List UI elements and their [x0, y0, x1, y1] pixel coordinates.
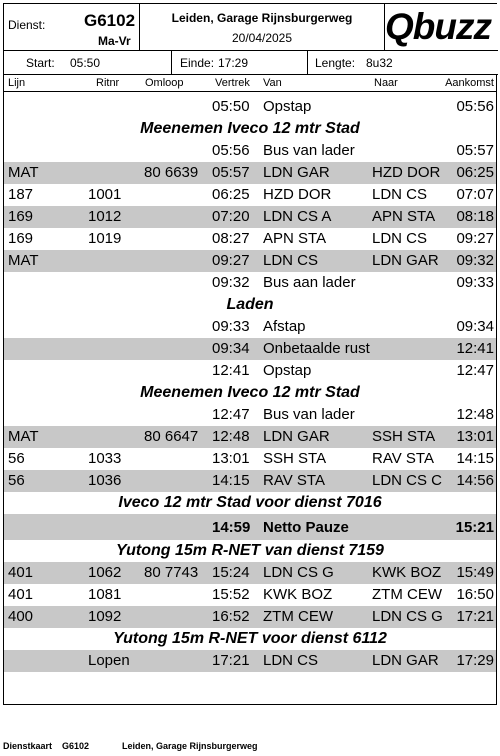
dienst-label: Dienst: [8, 18, 46, 32]
cell-naar: LDN CS [372, 186, 428, 203]
dienst-box [3, 3, 140, 51]
table-row [4, 650, 496, 672]
cell-vertrek: 17:21 [212, 652, 250, 669]
table-row [4, 228, 496, 250]
cell-van: SSH STA [263, 450, 327, 467]
length-label: Lengte: [315, 56, 356, 70]
cell-lijn: MAT [8, 428, 39, 445]
cell-lijn: 401 [8, 586, 34, 603]
table-row [4, 206, 496, 228]
cell-vertrek: 13:01 [212, 450, 250, 467]
table-row [4, 584, 496, 606]
column-headers [4, 74, 496, 92]
cell-ritnr: 1081 [88, 586, 122, 603]
table-row [4, 606, 496, 628]
cell-aankomst: 12:48 [456, 406, 494, 423]
cell-van: LDN GAR [263, 428, 330, 445]
cell-naar: RAV STA [372, 450, 434, 467]
length-value: 8u32 [366, 56, 393, 70]
cell-aankomst: 05:56 [456, 98, 494, 115]
table-row [4, 140, 496, 162]
cell-van: RAV STA [263, 472, 325, 489]
cell-ritnr: 1001 [88, 186, 122, 203]
cell-vertrek: 12:47 [212, 406, 250, 423]
garage-name: Leiden, Garage Rijnsburgerweg [171, 11, 353, 25]
cell-vertrek: 09:27 [212, 252, 250, 269]
dienst-number: G6102 [84, 11, 136, 30]
end-time: 17:29 [218, 56, 249, 70]
section-title-row [4, 294, 496, 316]
start-label: Start: [26, 56, 55, 70]
cell-vertrek: 06:25 [212, 186, 250, 203]
garage-date-box [139, 3, 385, 51]
cell-van: ZTM CEW [263, 608, 333, 625]
cell-aankomst: 12:47 [456, 362, 494, 379]
cell-van: APN STA [263, 230, 327, 247]
col-vertrek: Vertrek [215, 77, 250, 89]
cell-lijn: MAT [8, 252, 39, 269]
cell-vertrek: 12:48 [212, 428, 250, 445]
cell-omloop: 80 6639 [144, 164, 199, 181]
cell-vertrek: 07:20 [212, 208, 250, 225]
cell-ritnr: Lopen [88, 652, 130, 669]
footer-garage: Leiden, Garage Rijnsburgerweg [122, 741, 258, 751]
cell-aankomst: 15:49 [456, 564, 494, 581]
cell-van: Onbetaalde rust [263, 340, 370, 357]
table-row [4, 250, 496, 272]
cell-vertrek: 15:24 [212, 564, 250, 581]
cell-ritnr: 1062 [88, 564, 122, 581]
cell-van: KWK BOZ [263, 586, 333, 603]
cell-van: Opstap [263, 362, 312, 379]
cell-aankomst: 13:01 [456, 428, 494, 445]
col-naar: Naar [374, 77, 398, 89]
table-row [4, 162, 496, 184]
section-title: Yutong 15m R-NET voor dienst 6112 [113, 630, 387, 647]
qbuzz-logo: Qbuzz [385, 6, 491, 47]
footer-label: Dienstkaart [3, 741, 53, 751]
logo-box [384, 3, 497, 51]
cell-ritnr: 1012 [88, 208, 122, 225]
cell-lijn: 56 [8, 450, 25, 467]
cell-vertrek: 09:32 [212, 274, 250, 291]
cell-omloop: 80 6647 [144, 428, 199, 445]
cell-lijn: 169 [8, 208, 34, 225]
cell-naar: HZD DOR [372, 164, 441, 181]
cell-naar: SSH STA [372, 428, 436, 445]
cell-vertrek: 05:50 [212, 98, 250, 115]
cell-van: Bus van lader [263, 142, 355, 159]
cell-naar: LDN GAR [372, 252, 439, 269]
cell-vertrek: 05:56 [212, 142, 250, 159]
section-title-row [4, 628, 496, 650]
table-row [4, 360, 496, 382]
section-title-row [4, 382, 496, 404]
cell-ritnr: 1033 [88, 450, 122, 467]
cell-aankomst: 16:50 [456, 586, 494, 603]
footer-number: G6102 [62, 741, 90, 751]
cell-naar: LDN CS C [372, 472, 443, 489]
cell-vertrek: 09:34 [212, 340, 250, 357]
cell-aankomst: 09:34 [456, 318, 494, 335]
cell-aankomst: 06:25 [456, 164, 494, 181]
col-ritnr: Ritnr [96, 77, 120, 89]
schedule-rows [4, 96, 496, 672]
cell-aankomst: 05:57 [456, 142, 494, 159]
cell-lijn: 56 [8, 472, 25, 489]
table-row [4, 184, 496, 206]
cell-van: LDN CS [263, 252, 319, 269]
cell-naar: LDN GAR [372, 652, 439, 669]
cell-aankomst: 12:41 [456, 340, 494, 357]
duty-card [3, 3, 497, 705]
cell-van: Bus aan lader [263, 274, 356, 291]
end-label: Einde: [180, 56, 215, 70]
cell-lijn: 169 [8, 230, 34, 247]
table-row [4, 448, 496, 470]
cell-vertrek: 12:41 [212, 362, 250, 379]
cell-lijn: 187 [8, 186, 34, 203]
table-row [4, 338, 496, 360]
cell-lijn: MAT [8, 164, 39, 181]
cell-van: LDN CS G [263, 564, 334, 581]
cell-van: LDN CS [263, 652, 319, 669]
divider [171, 51, 172, 74]
table-row [4, 316, 496, 338]
col-aankomst: Aankomst [445, 77, 494, 89]
cell-vertrek: 16:52 [212, 608, 250, 625]
table-row [4, 426, 496, 448]
table-row [4, 470, 496, 492]
cell-aankomst: 15:21 [455, 519, 494, 536]
section-title: Meenemen Iveco 12 mtr Stad [140, 384, 360, 401]
start-time: 05:50 [70, 56, 101, 70]
section-title: Yutong 15m R-NET van dienst 7159 [116, 542, 384, 559]
cell-aankomst: 14:56 [456, 472, 494, 489]
service-date: 20/04/2025 [231, 31, 293, 45]
pause-row [4, 514, 496, 540]
cell-lijn: 400 [8, 608, 34, 625]
cell-van: Opstap [263, 98, 312, 115]
cell-vertrek: 08:27 [212, 230, 250, 247]
cell-van: LDN GAR [263, 164, 330, 181]
cell-omloop: 80 7743 [144, 564, 199, 581]
section-title-row [4, 492, 496, 514]
card-header [4, 4, 496, 76]
cell-van: Afstap [263, 318, 306, 335]
dienst-days: Ma-Vr [98, 34, 131, 48]
cell-aankomst: 09:33 [456, 274, 494, 291]
cell-ritnr: 1036 [88, 472, 122, 489]
cell-vertrek: 14:59 [212, 519, 251, 536]
col-lijn: Lijn [8, 77, 26, 89]
cell-aankomst: 07:07 [456, 186, 494, 203]
cell-lijn: 401 [8, 564, 34, 581]
cell-aankomst: 09:27 [456, 230, 494, 247]
cell-naar: LDN CS [372, 230, 428, 247]
section-title-row [4, 118, 496, 140]
section-title: Iveco 12 mtr Stad voor dienst 7016 [118, 494, 382, 511]
cell-aankomst: 08:18 [456, 208, 494, 225]
cell-van: HZD DOR [263, 186, 332, 203]
table-row [4, 404, 496, 426]
cell-naar: LDN CS G [372, 608, 443, 625]
cell-van: Netto Pauze [263, 519, 349, 536]
table-row [4, 562, 496, 584]
section-title: Laden [226, 296, 274, 313]
cell-naar: KWK BOZ [372, 564, 442, 581]
cell-aankomst: 17:29 [456, 652, 494, 669]
col-van: Van [263, 77, 282, 89]
cell-van: LDN CS A [263, 208, 332, 225]
col-omloop: Omloop [145, 77, 184, 89]
cell-vertrek: 14:15 [212, 472, 250, 489]
divider [307, 51, 308, 74]
cell-aankomst: 14:15 [456, 450, 494, 467]
table-row [4, 272, 496, 294]
cell-van: Bus van lader [263, 406, 355, 423]
cell-aankomst: 17:21 [456, 608, 494, 625]
section-title-row [4, 540, 496, 562]
cell-vertrek: 15:52 [212, 586, 250, 603]
cell-vertrek: 09:33 [212, 318, 250, 335]
cell-vertrek: 05:57 [212, 164, 250, 181]
cell-aankomst: 09:32 [456, 252, 494, 269]
cell-naar: ZTM CEW [372, 586, 442, 603]
cell-naar: APN STA [372, 208, 436, 225]
cell-ritnr: 1092 [88, 608, 122, 625]
table-row [4, 96, 496, 118]
cell-ritnr: 1019 [88, 230, 122, 247]
section-title: Meenemen Iveco 12 mtr Stad [140, 120, 360, 137]
